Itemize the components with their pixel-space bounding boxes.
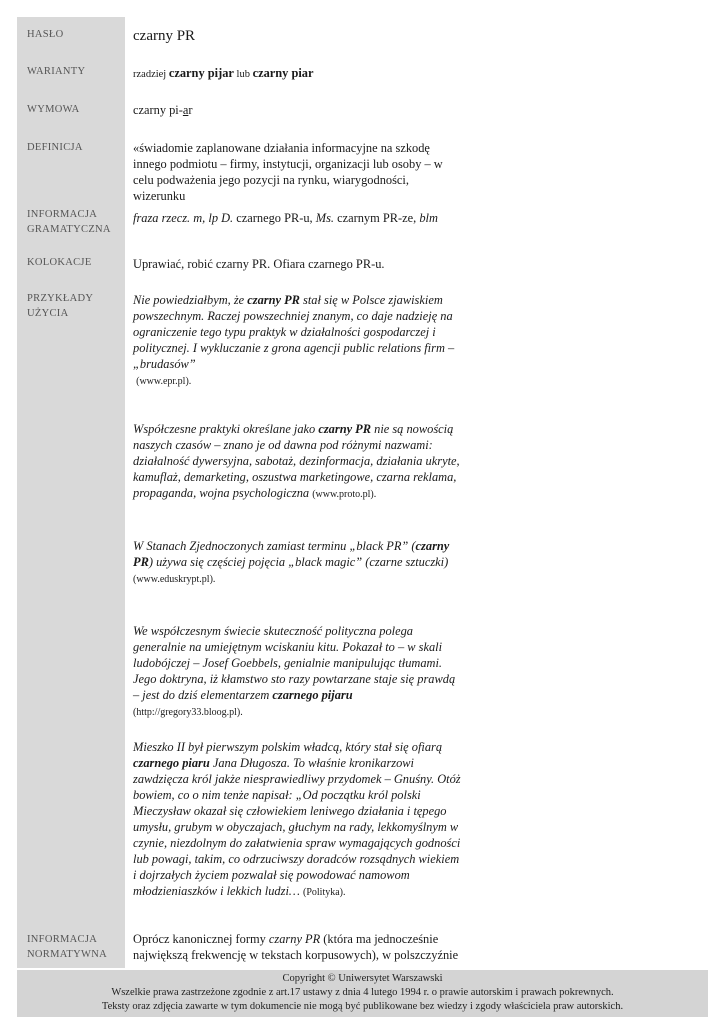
ex1-source: (www.epr.pl) bbox=[136, 376, 189, 387]
variants bbox=[133, 65, 463, 83]
norm-text-c: (która ma jednocześnie największą frekwencję w tekstach korpusowych), w polszczyźnie bbox=[133, 932, 459, 962]
norm-text-a: Oprócz kanonicznej formy bbox=[133, 932, 269, 946]
label-przyklady-uzycia bbox=[27, 291, 123, 321]
ex2-text-c: nie są nowością naszych czasów – znano je od dawna pod różnymi nazwami: działalność dywersyjna, sabotaż, dezinformacja, działania ukryte, kamuflaż, demarketing, oszustwa marketingowe, czarna reklama, propaganda, wojna psychologiczna bbox=[133, 422, 460, 500]
example-5 bbox=[133, 739, 463, 901]
label-informacja-gramatyczna bbox=[27, 207, 123, 237]
footer-line-2: Wszelkie prawa zastrzeżone zgodnie z art.17 ustawy z dnia 4 lutego 1994 r. o prawie autorskim i prawach pokrewnych. bbox=[111, 987, 614, 998]
gram-c: Ms. bbox=[315, 211, 334, 225]
ex2-keyword: czarny PR bbox=[318, 422, 372, 436]
grammatical-info bbox=[133, 210, 463, 226]
footer-line-1: Copyright © Uniwersytet Warszawski bbox=[282, 973, 443, 984]
ex4-end: . bbox=[240, 707, 243, 718]
label-norm-line2: NORMATYWNA bbox=[27, 949, 107, 960]
ex5-text-c: Jana Długosza. To właśnie kronikarzowi zawdzięcza król jakże niesprawiedliwy przydomek – Gnuśny. Otóż bowiem, co o nim tenże napisał: „Od początku król polski Mieczysław okazał się człowiekiem leniwego działania i tępego umysłu, grubym w obyczajach, głuchym na rady, lekkomyślnym w czynie, niezdolnym do załatwienia spraw wymagających godności lub powagi, takim, co odrzuciwszy doradców rozsądnych wiekiem i dojrzałych życiem pozwalał się powodować namowom młodzieniaszków i lekkich ludzi… bbox=[133, 756, 461, 898]
label-gram-line2: GRAMATYCZNA bbox=[27, 224, 111, 235]
example-2 bbox=[133, 421, 463, 503]
ex3-source: (www.eduskrypt.pl) bbox=[133, 574, 213, 585]
variants-mid: lub bbox=[233, 69, 253, 80]
gram-b: czarnego PR-u, bbox=[233, 211, 316, 225]
gram-e: blm bbox=[419, 211, 438, 225]
variant-2: czarny piar bbox=[252, 66, 314, 80]
label-informacja-normatywna bbox=[27, 932, 123, 962]
ex1-end: . bbox=[188, 376, 192, 387]
label-warianty: WARIANTY bbox=[27, 66, 86, 77]
label-column bbox=[17, 17, 125, 968]
label-wymowa: WYMOWA bbox=[27, 104, 80, 115]
footer-line-3: Teksty oraz zdjęcia zawarte w tym dokumencie nie mogą być publikowane bez wiedzy i zgody właściciela praw autorskich. bbox=[101, 1001, 624, 1012]
copyright-footer bbox=[17, 970, 708, 1017]
gram-d: czarnym PR-ze, bbox=[334, 211, 420, 225]
label-norm-line1: INFORMACJA bbox=[27, 934, 98, 945]
ex1-keyword: czarny PR bbox=[247, 293, 300, 307]
example-4 bbox=[133, 623, 463, 721]
ex3-keyword: czarny PR bbox=[133, 539, 450, 569]
pron-post: r bbox=[188, 103, 193, 117]
ex2-text-a: Współczesne praktyki określane jako bbox=[133, 422, 319, 436]
label-przyk-line1: PRZYKŁADY bbox=[27, 293, 94, 304]
variant-1: czarny pijar bbox=[168, 66, 234, 80]
pron-stress: a bbox=[182, 103, 189, 117]
ex3-end: . bbox=[212, 574, 216, 585]
label-kolokacje: KOLOKACJE bbox=[27, 257, 92, 268]
variants-pre: rzadziej bbox=[133, 69, 169, 80]
ex2-end: . bbox=[373, 489, 377, 500]
ex4-source: (http://gregory33.bloog.pl) bbox=[133, 707, 241, 718]
ex5-text-a: Mieszko II był pierwszym polskim władcą, który stał się ofiarą bbox=[133, 740, 443, 754]
pron-pre: czarny pi- bbox=[133, 103, 183, 117]
label-gram-line1: INFORMACJA bbox=[27, 209, 98, 220]
example-3 bbox=[133, 538, 463, 588]
example-1 bbox=[133, 292, 463, 390]
ex3-text-c: ) używa się częściej pojęcia „black magic” (czarne sztuczki) bbox=[148, 555, 449, 569]
ex1-text-a: Nie powiedziałbym, że bbox=[133, 293, 248, 307]
ex5-end: . bbox=[343, 887, 346, 898]
ex5-source: (Polityka) bbox=[303, 887, 344, 898]
ex3-text-a: W Stanach Zjednoczonych zamiast terminu „black PR” ( bbox=[133, 539, 416, 553]
ex4-text-a: We współczesnym świecie skuteczność polityczna polega generalnie na umiejętnym wciskaniu kitu. Pokazał to – w skali ludobójczej – Josef Goebbels, genialnie manipulując tłumami. Jego doktryna, iż kłamstwo sto razy powtarzane staje się prawdą – jest do dziś elementarzem bbox=[133, 624, 456, 702]
definition: «świadomie zaplanowane działania informacyjne na szkodę innego podmiotu – firmy, instytucji, organizacji lub osoby – w celu podważenia jego pozycji na rynku, wiarygodności, wizerunku bbox=[133, 141, 443, 203]
label-przyk-line2: UŻYCIA bbox=[27, 308, 69, 319]
ex2-source: (www.proto.pl) bbox=[312, 489, 374, 500]
pronunciation bbox=[133, 102, 463, 118]
label-definicja: DEFINICJA bbox=[27, 142, 83, 153]
norm-keyword: czarny PR bbox=[268, 932, 321, 946]
headword: czarny PR bbox=[133, 28, 196, 44]
label-haslo: HASŁO bbox=[27, 29, 64, 40]
normative-info bbox=[133, 931, 463, 963]
ex1-text-c: stał się w Polsce zjawiskiem powszechnym. Raczej powszechniej znanym, co daje nadzieję na ograniczenie tego typu praktyk w działalności gospodarczej i politycznej. I wykluczanie z grona agencji public relations firm – „brudasów” bbox=[133, 293, 455, 371]
gram-a: fraza rzecz. m, lp D. bbox=[133, 211, 234, 225]
collocations: Uprawiać, robić czarny PR. Ofiara czarnego PR-u. bbox=[133, 257, 385, 271]
ex4-keyword: czarnego pijaru bbox=[272, 688, 353, 702]
ex5-keyword: czarnego piaru bbox=[133, 756, 210, 770]
